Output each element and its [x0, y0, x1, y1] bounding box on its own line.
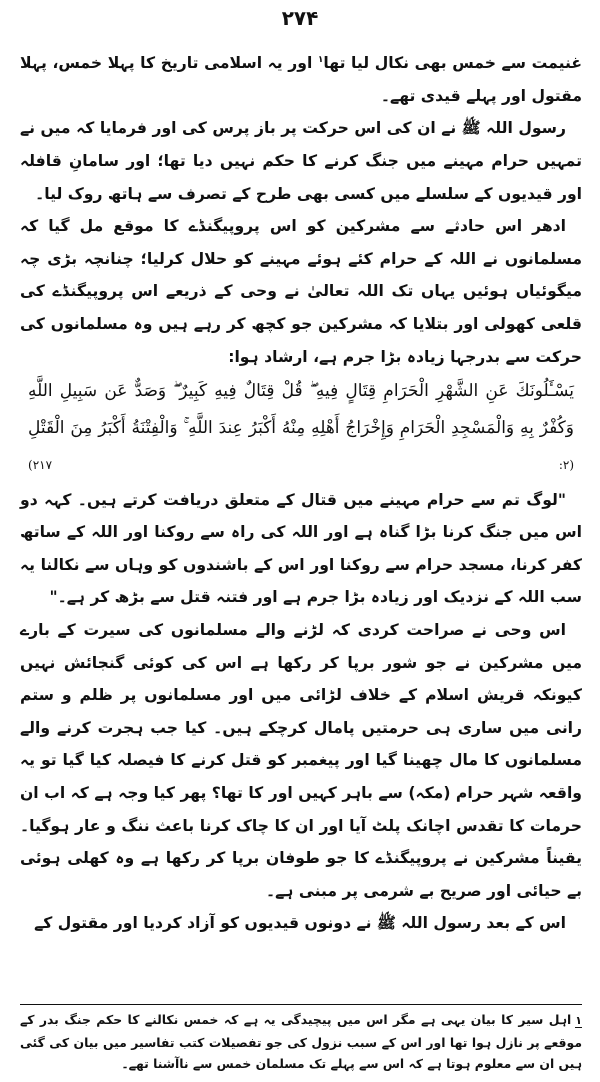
footnotes: [20, 1009, 582, 1075]
paragraph-3: ادھر اس حادثے سے مشرکین کو اس پروپیگنڈے کا موقع مل گیا کہ مسلمانوں نے اللہ کے حرام کئے ہوئے مہینے کو حلال کرلیا؛ چنانچہ بڑی چہ میگوئیاں ہوئیں یہاں تک اللہ تعالیٰ نے وحی کے ذریعے اس پروپیگنڈے کی قلعی کھولی اور بتلایا کہ مشرکین جو کچھ کر رہے ہیں وہ مسلمانوں کی حرکت سے بدرجہا زیادہ بڑا جرم ہے، ارشاد ہوا:: [20, 217, 582, 366]
footnote-marker: ۱: [575, 1014, 582, 1027]
page-number: ۲۷۴: [281, 6, 319, 30]
verse-text: يَسْـَٔلُونَكَ عَنِ الشَّهْرِ الْحَرَامِ قِتَالٍ فِيهِ ۖ قُلْ قِتَالٌ فِيهِ كَبِيرٌ ۖ وَصَدٌّ عَن سَبِيلِ اللَّهِ وَكُفْرٌ بِهِ وَالْمَسْجِدِ الْحَرَامِ وَإِخْرَاجُ أَهْلِهِ مِنْهُ أَكْبَرُ عِندَ اللَّهِ ۚ وَالْفِتْنَةُ أَكْبَرُ مِنَ الْقَتْلِ: [28, 381, 574, 438]
quran-verse: [20, 373, 582, 484]
text-line: غنیمت سے خمس بھی نکال لیا تھا: [323, 54, 582, 73]
paragraph-2: رسول اللہ ﷺ نے ان کی اس حرکت پر باز پرس کی اور فرمایا کہ میں نے تمہیں حرام مہینے میں جنگ کرنے کا حکم نہیں دیا تھا؛ اور سامانِ قافلہ اور قیدیوں کے سلسلے میں کسی بھی طرح کے تصرف سے ہاتھ روک لیا۔: [20, 119, 582, 203]
paragraph-5: اس کے بعد رسول اللہ ﷺ نے دونوں قیدیوں کو آزاد کردیا اور مقتول کے: [34, 914, 566, 933]
footnote-1: [20, 1009, 582, 1075]
verse-reference: (۲: ۲۱۷): [28, 458, 574, 473]
footnote-text: اہل سیر کا بیان یہی ہے مگر اس میں پیچیدگی یہ ہے کہ خمس نکالنے کا حکم جنگ بدر کے موقعے پر نازل ہوا تھا اور اس کے سبب نزول کی جو تفصیلات کتب تفاسیر میں بیان کی گئی ہیں ان سے معلوم ہوتا ہے کہ اس سے پہلے تک مسلمان خمس سے ناآشنا تھے۔: [20, 1012, 582, 1071]
paragraph-1: [20, 44, 582, 112]
footnote-divider: [20, 1004, 582, 1005]
footnote-reference: ۱: [317, 55, 324, 65]
verse-translation: "لوگ تم سے حرام مہینے میں قتال کے متعلق دریافت کرتے ہیں۔ کہہ دو اس میں جنگ کرنا بڑا گناہ ہے اور اللہ کی راہ سے روکنا اور اللہ کے ساتھ کفر کرنا، مسجد حرام سے روکنا اور اس کے باشندوں کو وہاں سے نکالنا یہ سب اللہ کے نزدیک اور زیادہ بڑا جرم ہے اور فتنہ قتل سے بڑھ کر ہے۔": [20, 490, 582, 607]
main-text: [20, 44, 582, 940]
paragraph-4: اس وحی نے صراحت کردی کہ لڑنے والے مسلمانوں کی سیرت کے بارے میں مشرکین نے جو شور برپا کر رکھا ہے اس کی کوئی گنجائش نہیں کیونکہ قریش اسلام کے خلاف لڑائی میں اور مسلمانوں پر ظلم و ستم رانی میں ساری ہی حرمتیں پامال کرچکے ہیں۔ کیا جب ہجرت کرنے والے مسلمانوں کا مال چھینا گیا اور پیغمبر کو قتل کرنے کا فیصلہ کیا گیا تو یہ واقعہ شہر حرام (مکہ) سے باہر کہیں اور کا تھا؟ پھر کیا وجہ ہے کہ اب ان حرمات کا تقدس اچانک پلٹ آیا اور ان کا چاک کرنا باعث ننگ و عار ہوگیا۔ یقیناً مشرکین نے پروپیگنڈے کا جو طوفان برپا کر رکھا ہے وہ کھلی ہوئی بے حیائی اور صریح بے شرمی پر مبنی ہے۔: [20, 621, 582, 900]
text-line: اور یہ اسلامی تاریخ کا پہلا خمس، پہلا مقتول اور پہلے قیدی تھے۔: [20, 54, 582, 105]
